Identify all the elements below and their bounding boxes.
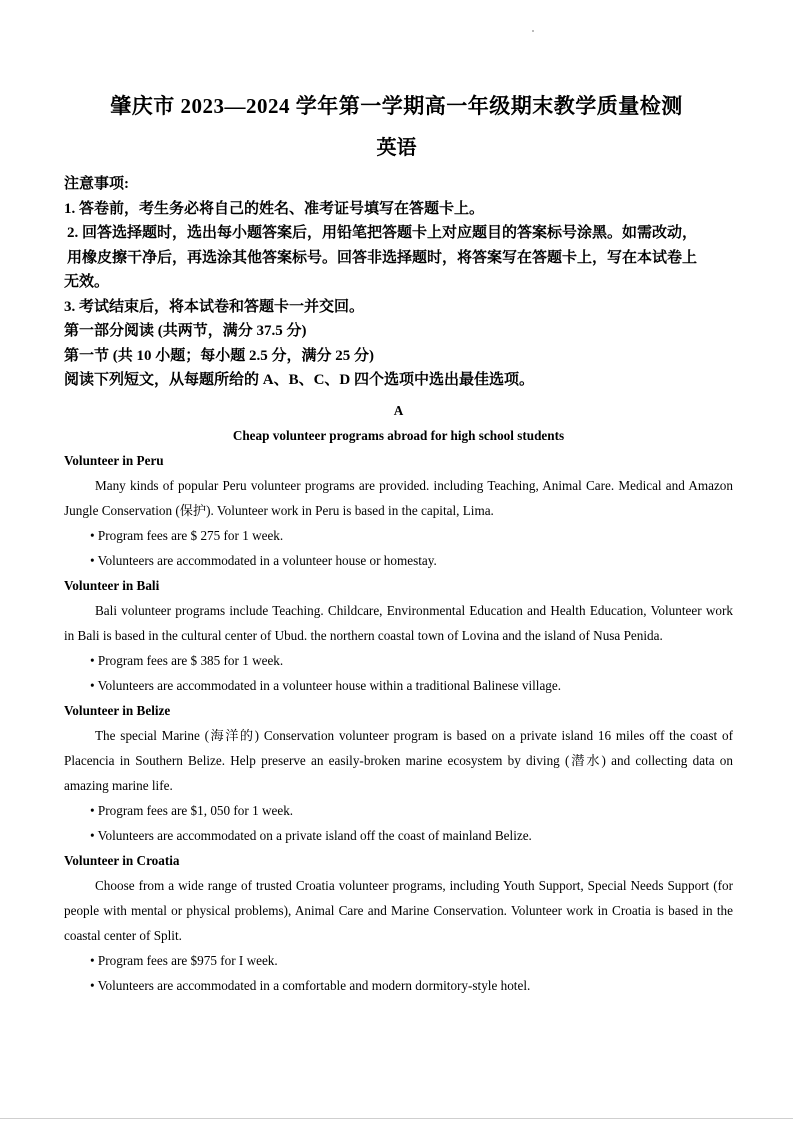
passage-a [64, 398, 733, 998]
belize-fee: • Program fees are $1, 050 for 1 week. [90, 803, 294, 818]
part-1-heading: 第一部分阅读 (共两节，满分 37.5 分) [64, 323, 307, 339]
croatia-text: Choose from a wide range of trusted Croatia volunteer programs, including Youth Support, Special Needs Support (for people with mental or physical problems), Animal Care and Marine Conservation. Volunteer work in Croatia is based in the coastal center of Split. [64, 878, 733, 943]
bali-heading: Volunteer in Bali [64, 578, 160, 593]
belize-accommodation: • Volunteers are accommodated on a private island off the coast of mainland Belize. [90, 828, 532, 843]
croatia-accommodation: • Volunteers are accommodated in a comfortable and modern dormitory-style hotel. [90, 978, 531, 993]
scan-speck [532, 30, 534, 32]
instruction-2-line3: 无效。 [64, 274, 110, 290]
belize-heading: Volunteer in Belize [64, 703, 171, 718]
subject-title: 英语 [376, 137, 417, 159]
peru-text: Many kinds of popular Peru volunteer programs are provided. including Teaching, Animal Care. Medical and Amazon Jungle Conservation (保护). Volunteer work in Peru is based in the capital, Lima. [64, 478, 733, 518]
croatia-fee: • Program fees are $975 for I week. [90, 953, 278, 968]
peru-fee: • Program fees are $ 275 for 1 week. [90, 528, 284, 543]
peru-accommodation: • Volunteers are accommodated in a volunteer house or homestay. [90, 553, 437, 568]
instructions-heading: 注意事项: [64, 176, 129, 192]
belize-text: The special Marine (海洋的) Conservation volunteer program is based on a private island 16 miles off the coast of Placencia in Southern Belize. Help preserve an easily-broken marine ecosystem by diving (潜水) and collecting data on amazing marine life. [64, 728, 733, 793]
page-bottom-divider [0, 1118, 793, 1119]
instruction-1: 1. 答卷前，考生务必将自己的姓名、准考证号填写在答题卡上。 [64, 200, 485, 217]
peru-heading: Volunteer in Peru [64, 453, 164, 468]
bali-fee: • Program fees are $ 385 for 1 week. [90, 653, 284, 668]
exam-title: 肇庆市 2023—2024 学年第一学期高一年级期末教学质量检测 [110, 94, 683, 118]
bali-accommodation: • Volunteers are accommodated in a volunteer house within a traditional Balinese village. [90, 678, 562, 693]
bali-text: Bali volunteer programs include Teaching. Childcare, Environmental Education and Health Education, Volunteer work in Bali is based in the cultural center of Ubud. the northern coastal town of Lovina and the island of Nusa Penida. [64, 603, 733, 643]
instructions [64, 172, 736, 393]
instruction-3: 3. 考试结束后，将本试卷和答题卡一并交回。 [64, 298, 365, 315]
croatia-heading: Volunteer in Croatia [64, 853, 180, 868]
passage-label: A [393, 403, 404, 418]
instruction-2-line2: 用橡皮擦干净后，再选涂其他答案标号。回答非选择题时，将答案写在答题卡上，写在本试卷上 [67, 249, 698, 266]
section-1-heading: 第一节 (共 10 小题；每小题 2.5 分，满分 25 分) [64, 347, 374, 364]
reading-directions: 阅读下列短文，从每题所给的 A、B、C、D 四个选项中选出最佳选项。 [64, 372, 535, 388]
passage-title: Cheap volunteer programs abroad for high school students [232, 428, 565, 443]
instruction-2-line1: 2. 回答选择题时，选出每小题答案后，用铅笔把答题卡上对应题目的答案标号涂黑。如需改动， [67, 225, 698, 241]
